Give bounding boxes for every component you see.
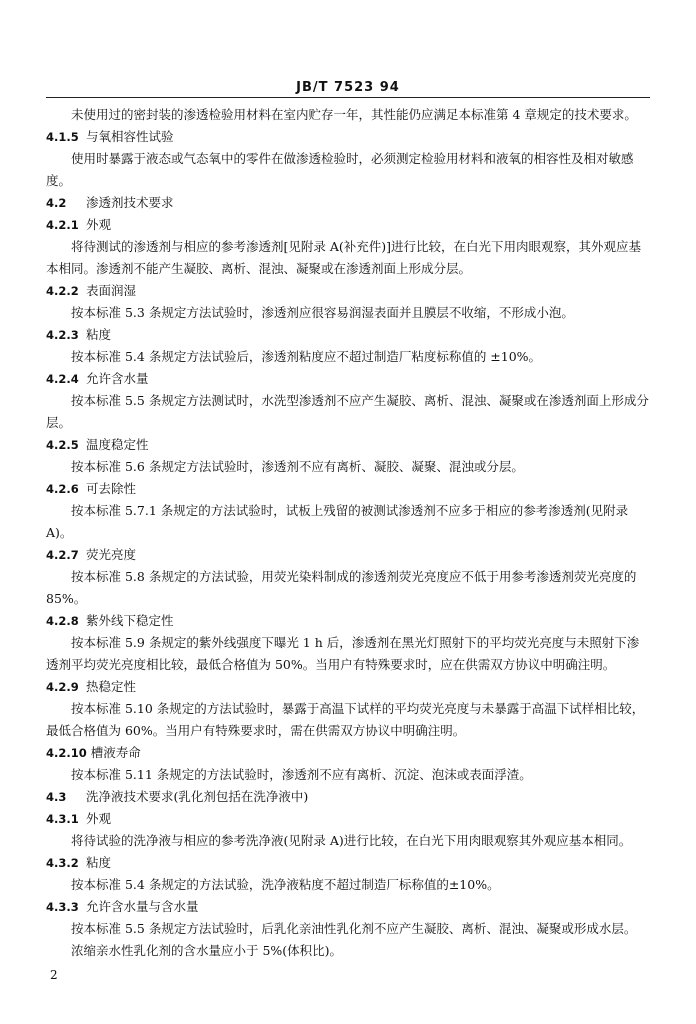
section-heading bbox=[46, 368, 650, 390]
body-paragraph: 按本标准 5.6 条规定方法试验时，渗透剂不应有离析、凝胶、凝聚、混浊或分层。 bbox=[71, 459, 524, 474]
body-paragraph: 按本标准 5.8 条规定的方法试验，用荧光染料制成的渗透剂荧光亮度应不低于用参考渗透剂荧光亮度的 85%。 bbox=[46, 569, 637, 606]
header-divider bbox=[46, 97, 650, 98]
section-title: 紫外线下稳定性 bbox=[86, 613, 174, 628]
section-title: 粘度 bbox=[86, 327, 112, 342]
section-number: 4.3.1 bbox=[46, 812, 79, 826]
section-title: 允许含水量与含水量 bbox=[86, 899, 199, 914]
section-title: 外观 bbox=[86, 811, 112, 826]
section-heading bbox=[46, 324, 650, 346]
body-paragraph: 按本标准 5.10 条规定的方法试验时，暴露于高温下试样的平均荧光亮度与未暴露于高温下试样相比较，最低合格值为 60%。当用户有特殊要求时，需在供需双方协议中明确注明。 bbox=[46, 701, 645, 738]
section-heading bbox=[46, 676, 650, 698]
section-number: 4.2.5 bbox=[46, 438, 79, 452]
section-heading bbox=[46, 192, 650, 214]
body-paragraph: 按本标准 5.3 条规定方法试验时，渗透剂应很容易润湿表面并且膜层不收缩，不形成小泡。 bbox=[71, 305, 574, 320]
section-heading bbox=[46, 280, 650, 302]
section-heading bbox=[46, 742, 650, 764]
body-paragraph: 将待试验的洗净液与相应的参考洗净液(见附录 A)进行比较，在白光下用肉眼观察其外观应基本相同。 bbox=[71, 833, 632, 848]
document-body bbox=[46, 104, 650, 962]
body-paragraph: 按本标准 5.4 条规定方法试验后，渗透剂粘度应不超过制造厂粘度标称值的 ±10%。 bbox=[71, 349, 542, 364]
section-number: 4.2.8 bbox=[46, 614, 79, 628]
standard-code-header: JB/T 7523 94 bbox=[296, 80, 400, 95]
section-number: 4.2.10 bbox=[46, 746, 87, 760]
body-paragraph: 按本标准 5.9 条规定的紫外线强度下曝光 1 h 后，渗透剂在黑光灯照射下的平均荧光亮度与未照射下渗透剂平均荧光亮度相比较，最低合格值为 50%。当用户有特殊要求时，应在供需双方协议中明确注明。 bbox=[46, 635, 640, 672]
section-title: 表面润湿 bbox=[86, 283, 137, 298]
body-paragraph: 使用时暴露于液态或气态氧中的零件在做渗透检验时，必须测定检验用材料和液氧的相容性及相对敏感度。 bbox=[46, 151, 634, 188]
section-title: 外观 bbox=[86, 217, 112, 232]
section-title: 渗透剂技术要求 bbox=[86, 195, 174, 210]
section-number: 4.2.1 bbox=[46, 218, 79, 232]
section-number: 4.2.3 bbox=[46, 328, 79, 342]
section-title: 热稳定性 bbox=[86, 679, 137, 694]
section-heading bbox=[46, 610, 650, 632]
section-heading bbox=[46, 544, 650, 566]
section-heading bbox=[46, 214, 650, 236]
body-paragraph: 按本标准 5.7.1 条规定的方法试验时，试板上残留的被测试渗透剂不应多于相应的参考渗透剂(见附录 A)。 bbox=[46, 503, 629, 540]
section-title: 允许含水量 bbox=[86, 371, 149, 386]
section-title: 洗净液技术要求(乳化剂包括在洗净液中) bbox=[86, 789, 309, 804]
body-paragraph: 按本标准 5.4 条规定的方法试验，洗净液粘度不超过制造厂标称值的±10%。 bbox=[71, 877, 500, 892]
body-paragraph: 浓缩亲水性乳化剂的含水量应小于 5%(体积比)。 bbox=[71, 943, 343, 958]
section-number: 4.2.6 bbox=[46, 482, 79, 496]
section-heading bbox=[46, 896, 650, 918]
section-number: 4.3 bbox=[46, 790, 67, 804]
section-heading bbox=[46, 478, 650, 500]
body-paragraph: 未使用过的密封装的渗透检验用材料在室内贮存一年，其性能仍应满足本标准第 4 章规定的技术要求。 bbox=[71, 107, 637, 122]
section-heading bbox=[46, 786, 650, 808]
section-title: 温度稳定性 bbox=[86, 437, 149, 452]
body-paragraph: 将待测试的渗透剂与相应的参考渗透剂[见附录 A(补充件)]进行比较，在白光下用肉眼观察，其外观应基本相同。渗透剂不能产生凝胶、离析、混浊、凝聚或在渗透剂面上形成分层。 bbox=[46, 239, 642, 276]
body-paragraph: 按本标准 5.5 条规定方法试验时，后乳化亲油性乳化剂不应产生凝胶、离析、混浊、凝聚或形成水层。 bbox=[71, 921, 637, 936]
section-heading bbox=[46, 126, 650, 148]
body-paragraph: 按本标准 5.5 条规定方法测试时，水洗型渗透剂不应产生凝胶、离析、混浊、凝聚或在渗透剂面上形成分层。 bbox=[46, 393, 649, 430]
section-title: 粘度 bbox=[86, 855, 112, 870]
section-heading bbox=[46, 808, 650, 830]
section-number: 4.3.3 bbox=[46, 900, 79, 914]
section-title: 槽液寿命 bbox=[90, 745, 141, 760]
section-number: 4.3.2 bbox=[46, 856, 79, 870]
section-number: 4.2.9 bbox=[46, 680, 79, 694]
section-heading bbox=[46, 852, 650, 874]
section-number: 4.2.4 bbox=[46, 372, 79, 386]
section-title: 与氧相容性试验 bbox=[86, 129, 174, 144]
section-title: 荧光亮度 bbox=[86, 547, 137, 562]
section-number: 4.2.2 bbox=[46, 284, 79, 298]
section-heading bbox=[46, 434, 650, 456]
body-paragraph: 按本标准 5.11 条规定的方法试验时，渗透剂不应有离析、沉淀、泡沫或表面浮渣。 bbox=[71, 767, 532, 782]
section-title: 可去除性 bbox=[86, 481, 137, 496]
section-number: 4.1.5 bbox=[46, 130, 79, 144]
section-number: 4.2.7 bbox=[46, 548, 79, 562]
page-number: 2 bbox=[50, 968, 58, 982]
section-number: 4.2 bbox=[46, 196, 67, 210]
